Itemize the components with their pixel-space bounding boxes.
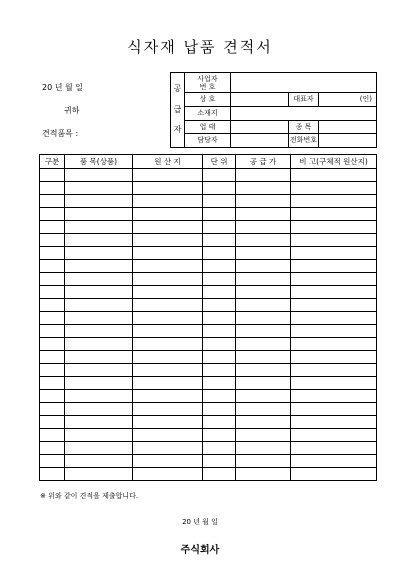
table-row [40, 273, 377, 286]
cell-unit[interactable] [203, 234, 236, 247]
table-row [40, 312, 377, 325]
cell-category[interactable] [40, 169, 65, 182]
table-row [40, 442, 377, 455]
cell-item[interactable] [65, 221, 133, 234]
cell-price[interactable] [236, 351, 291, 364]
cell-item[interactable] [65, 169, 133, 182]
cell-item[interactable] [65, 351, 133, 364]
cell-item[interactable] [65, 247, 133, 260]
cell-unit[interactable] [203, 364, 236, 377]
table-row [40, 429, 377, 442]
cell-item[interactable] [65, 416, 133, 429]
cell-price[interactable] [236, 416, 291, 429]
representative-label: 대표자 [289, 93, 319, 107]
table-row [40, 299, 377, 312]
company-name-label: 상 호 [185, 93, 231, 107]
phone-value[interactable] [319, 134, 377, 148]
cell-unit[interactable] [203, 169, 236, 182]
table-row [40, 403, 377, 416]
cell-price[interactable] [236, 403, 291, 416]
table-row [40, 416, 377, 429]
table-row [40, 377, 377, 390]
cell-origin[interactable] [133, 195, 203, 208]
cell-origin[interactable] [133, 403, 203, 416]
business-reg-value[interactable] [231, 73, 377, 93]
cell-origin[interactable] [133, 260, 203, 273]
cell-remarks[interactable] [291, 208, 377, 221]
cell-item[interactable] [65, 390, 133, 403]
cell-unit[interactable] [203, 403, 236, 416]
cell-remarks[interactable] [291, 286, 377, 299]
cell-item[interactable] [65, 403, 133, 416]
cell-category[interactable] [40, 377, 65, 390]
cell-origin[interactable] [133, 221, 203, 234]
cell-price[interactable] [236, 286, 291, 299]
cell-remarks[interactable] [291, 468, 377, 481]
cell-price[interactable] [236, 468, 291, 481]
cell-item[interactable] [65, 312, 133, 325]
cell-unit[interactable] [203, 468, 236, 481]
cell-price[interactable] [236, 273, 291, 286]
cell-remarks[interactable] [291, 273, 377, 286]
table-row [40, 260, 377, 273]
table-row [40, 286, 377, 299]
cell-item[interactable] [65, 468, 133, 481]
header-price: 공 급 가 [236, 155, 291, 169]
cell-item[interactable] [65, 325, 133, 338]
cell-price[interactable] [236, 247, 291, 260]
cell-origin[interactable] [133, 208, 203, 221]
cell-category[interactable] [40, 247, 65, 260]
cell-unit[interactable] [203, 182, 236, 195]
supplier-side-label [171, 73, 185, 148]
cell-item[interactable] [65, 299, 133, 312]
cell-item[interactable] [65, 455, 133, 468]
cell-price[interactable] [236, 260, 291, 273]
cell-category[interactable] [40, 403, 65, 416]
cell-category[interactable] [40, 221, 65, 234]
table-row [40, 325, 377, 338]
manager-label: 담당자 [185, 134, 231, 148]
cell-category[interactable] [40, 208, 65, 221]
cell-category[interactable] [40, 260, 65, 273]
cell-origin[interactable] [133, 273, 203, 286]
cell-price[interactable] [236, 299, 291, 312]
cell-remarks[interactable] [291, 429, 377, 442]
cell-remarks[interactable] [291, 377, 377, 390]
cell-unit[interactable] [203, 325, 236, 338]
table-row [40, 169, 377, 182]
business-reg-label: 사업자 번 호 [185, 73, 231, 93]
header-item: 품 목(상품) [65, 155, 133, 169]
cell-remarks[interactable] [291, 390, 377, 403]
cell-category[interactable] [40, 390, 65, 403]
cell-origin[interactable] [133, 182, 203, 195]
cell-price[interactable] [236, 338, 291, 351]
business-type-label: 업 태 [185, 120, 231, 134]
cell-unit[interactable] [203, 390, 236, 403]
cell-remarks[interactable] [291, 364, 377, 377]
items-table [39, 154, 377, 481]
cell-origin[interactable] [133, 429, 203, 442]
cell-category[interactable] [40, 195, 65, 208]
cell-remarks[interactable] [291, 221, 377, 234]
cell-category[interactable] [40, 416, 65, 429]
cell-origin[interactable] [133, 455, 203, 468]
cell-price[interactable] [236, 169, 291, 182]
cell-category[interactable] [40, 182, 65, 195]
address-value[interactable] [231, 107, 377, 121]
cell-unit[interactable] [203, 299, 236, 312]
cell-origin[interactable] [133, 351, 203, 364]
manager-value[interactable] [231, 134, 289, 148]
cell-price[interactable] [236, 182, 291, 195]
company-name-value[interactable] [231, 93, 289, 107]
cell-origin[interactable] [133, 390, 203, 403]
table-row [40, 351, 377, 364]
phone-label: 전화번호 [289, 134, 319, 148]
cell-category[interactable] [40, 338, 65, 351]
cell-item[interactable] [65, 377, 133, 390]
cell-remarks[interactable] [291, 416, 377, 429]
cell-remarks[interactable] [291, 455, 377, 468]
table-row [40, 195, 377, 208]
cell-item[interactable] [65, 260, 133, 273]
cell-item[interactable] [65, 195, 133, 208]
cell-unit[interactable] [203, 455, 236, 468]
cell-origin[interactable] [133, 416, 203, 429]
company-name: 주식회사 [180, 545, 220, 556]
cell-origin[interactable] [133, 325, 203, 338]
table-row [40, 455, 377, 468]
address-label: 소재지 [185, 107, 231, 121]
cell-item[interactable] [65, 338, 133, 351]
header-origin: 원 산 지 [133, 155, 203, 169]
table-row [40, 182, 377, 195]
footer-date-line: 20 년 월 일 [182, 518, 218, 526]
recipient-label: 귀하 [64, 106, 80, 115]
cell-unit[interactable] [203, 416, 236, 429]
cell-price[interactable] [236, 390, 291, 403]
cell-remarks[interactable] [291, 182, 377, 195]
cell-remarks[interactable] [291, 442, 377, 455]
cell-price[interactable] [236, 377, 291, 390]
cell-category[interactable] [40, 299, 65, 312]
cell-origin[interactable] [133, 377, 203, 390]
business-item-value[interactable] [319, 120, 377, 134]
cell-item[interactable] [65, 286, 133, 299]
supplier-side-char-3: 자 [173, 125, 182, 135]
cell-origin[interactable] [133, 234, 203, 247]
cell-item[interactable] [65, 234, 133, 247]
cell-category[interactable] [40, 442, 65, 455]
cell-price[interactable] [236, 312, 291, 325]
cell-price[interactable] [236, 208, 291, 221]
header-category: 구분 [40, 155, 65, 169]
cell-origin[interactable] [133, 299, 203, 312]
items-body [40, 169, 377, 481]
cell-price[interactable] [236, 234, 291, 247]
cell-price[interactable] [236, 221, 291, 234]
cell-category[interactable] [40, 455, 65, 468]
table-row [40, 221, 377, 234]
cell-item[interactable] [65, 208, 133, 221]
supplier-side-char-2: 급 [173, 104, 182, 114]
cell-origin[interactable] [133, 169, 203, 182]
cell-origin[interactable] [133, 364, 203, 377]
cell-remarks[interactable] [291, 169, 377, 182]
table-row [40, 234, 377, 247]
submission-note: ※ 위와 같이 견적을 제출합니다. [40, 492, 139, 500]
cell-unit[interactable] [203, 247, 236, 260]
cell-unit[interactable] [203, 312, 236, 325]
cell-remarks[interactable] [291, 325, 377, 338]
cell-unit[interactable] [203, 273, 236, 286]
cell-unit[interactable] [203, 429, 236, 442]
cell-category[interactable] [40, 312, 65, 325]
cell-origin[interactable] [133, 247, 203, 260]
cell-origin[interactable] [133, 468, 203, 481]
cell-unit[interactable] [203, 260, 236, 273]
cell-remarks[interactable] [291, 312, 377, 325]
cell-unit[interactable] [203, 195, 236, 208]
estimate-item-label: 견적품목 : [42, 129, 79, 138]
cell-origin[interactable] [133, 286, 203, 299]
table-row [40, 338, 377, 351]
header-unit: 단 위 [203, 155, 236, 169]
cell-item[interactable] [65, 182, 133, 195]
cell-category[interactable] [40, 364, 65, 377]
table-row [40, 208, 377, 221]
cell-remarks[interactable] [291, 299, 377, 312]
cell-category[interactable] [40, 286, 65, 299]
table-row [40, 247, 377, 260]
supplier-table [170, 72, 377, 148]
cell-unit[interactable] [203, 208, 236, 221]
cell-unit[interactable] [203, 377, 236, 390]
cell-origin[interactable] [133, 312, 203, 325]
cell-price[interactable] [236, 325, 291, 338]
cell-remarks[interactable] [291, 234, 377, 247]
cell-unit[interactable] [203, 442, 236, 455]
seal-mark: (인) [319, 93, 377, 107]
supplier-side-char-1: 공 [173, 83, 182, 93]
cell-price[interactable] [236, 429, 291, 442]
table-row [40, 364, 377, 377]
date-line: 20 년 월 일 [42, 83, 83, 92]
cell-category[interactable] [40, 429, 65, 442]
cell-price[interactable] [236, 455, 291, 468]
business-type-value[interactable] [231, 120, 289, 134]
business-item-label: 종 목 [289, 120, 319, 134]
cell-remarks[interactable] [291, 195, 377, 208]
cell-item[interactable] [65, 364, 133, 377]
cell-category[interactable] [40, 468, 65, 481]
cell-category[interactable] [40, 325, 65, 338]
cell-item[interactable] [65, 273, 133, 286]
cell-unit[interactable] [203, 351, 236, 364]
cell-remarks[interactable] [291, 403, 377, 416]
cell-item[interactable] [65, 429, 133, 442]
document-title: 식자재 납품 견적서 [127, 38, 273, 56]
cell-category[interactable] [40, 273, 65, 286]
cell-price[interactable] [236, 364, 291, 377]
table-row [40, 468, 377, 481]
cell-item[interactable] [65, 442, 133, 455]
cell-price[interactable] [236, 442, 291, 455]
table-row [40, 390, 377, 403]
cell-price[interactable] [236, 195, 291, 208]
cell-unit[interactable] [203, 286, 236, 299]
cell-remarks[interactable] [291, 260, 377, 273]
cell-origin[interactable] [133, 442, 203, 455]
cell-unit[interactable] [203, 221, 236, 234]
cell-category[interactable] [40, 351, 65, 364]
cell-unit[interactable] [203, 338, 236, 351]
cell-remarks[interactable] [291, 247, 377, 260]
cell-category[interactable] [40, 234, 65, 247]
cell-origin[interactable] [133, 338, 203, 351]
header-remarks: 비 고(구체적 원산지) [291, 155, 377, 169]
cell-remarks[interactable] [291, 351, 377, 364]
cell-remarks[interactable] [291, 338, 377, 351]
